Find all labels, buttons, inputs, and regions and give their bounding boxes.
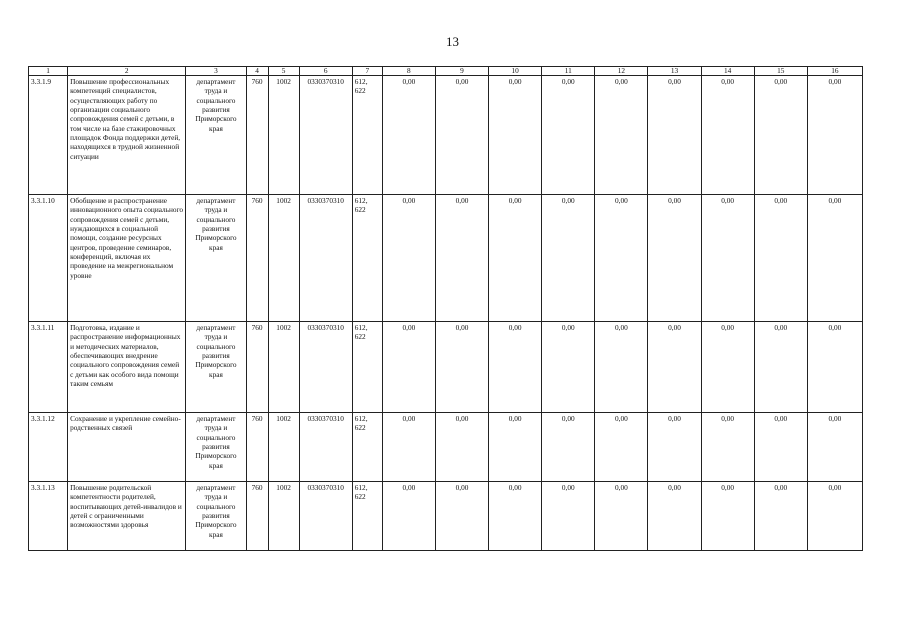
row-value-12: 0,00 [595, 322, 648, 413]
row-value-9: 0,00 [435, 195, 488, 322]
row-name: Подготовка, издание и распространение информационных и методических материалов, обеспечивающих внедрение социального сопровождения семей с детьми как особого вида помощи таким семьям [68, 322, 186, 413]
row-value-8: 0,00 [382, 413, 435, 482]
row-col-7: 612, 622 [352, 482, 382, 551]
row-value-11: 0,00 [542, 413, 595, 482]
row-value-16: 0,00 [807, 195, 862, 322]
column-header-15: 15 [754, 67, 807, 76]
row-value-9: 0,00 [435, 413, 488, 482]
row-executor: департамент труда и социального развития Приморского края [186, 482, 246, 551]
row-name: Обобщение и распространение инновационного опыта социального сопровождения семей с детьми, нуждающихся в социальной помощи, создание ресурсных центров, проведение семинаров, конференций, включая их проведение на межрегиональном уровне [68, 195, 186, 322]
row-value-13: 0,00 [648, 195, 701, 322]
column-header-9: 9 [435, 67, 488, 76]
row-value-11: 0,00 [542, 76, 595, 195]
row-value-10: 0,00 [489, 482, 542, 551]
row-col-5: 1002 [268, 195, 299, 322]
row-value-15: 0,00 [754, 76, 807, 195]
row-code: 3.3.1.9 [29, 76, 68, 195]
column-header-8: 8 [382, 67, 435, 76]
row-value-16: 0,00 [807, 322, 862, 413]
row-value-9: 0,00 [435, 482, 488, 551]
row-col-5: 1002 [268, 322, 299, 413]
table-row [29, 413, 863, 482]
row-value-9: 0,00 [435, 322, 488, 413]
table-row [29, 322, 863, 413]
row-col-7: 612, 622 [352, 195, 382, 322]
row-col-4: 760 [246, 76, 268, 195]
table-row [29, 195, 863, 322]
row-executor: департамент труда и социального развития Приморского края [186, 322, 246, 413]
table-body [29, 76, 863, 551]
row-value-10: 0,00 [489, 76, 542, 195]
column-header-14: 14 [701, 67, 754, 76]
row-name: Повышение профессиональных компетенций специалистов, осуществляющих работу по организации социального сопровождения семей с детьми, в том числе на базе стажировочных площадок Фонда поддержки детей, находящихся в трудной жизненной ситуации [68, 76, 186, 195]
row-value-8: 0,00 [382, 482, 435, 551]
column-header-5: 5 [268, 67, 299, 76]
row-col-7: 612, 622 [352, 413, 382, 482]
row-value-14: 0,00 [701, 322, 754, 413]
row-code: 3.3.1.13 [29, 482, 68, 551]
row-col-4: 760 [246, 482, 268, 551]
row-value-8: 0,00 [382, 195, 435, 322]
row-value-8: 0,00 [382, 76, 435, 195]
row-name: Сохранение и укрепление семейно-родственных связей [68, 413, 186, 482]
row-name: Повышение родительской компетентности родителей, воспитывающих детей-инвалидов и детей с ограниченными возможностями здоровья [68, 482, 186, 551]
column-header-4: 4 [246, 67, 268, 76]
column-header-11: 11 [542, 67, 595, 76]
row-value-14: 0,00 [701, 413, 754, 482]
row-value-16: 0,00 [807, 413, 862, 482]
row-value-16: 0,00 [807, 482, 862, 551]
row-value-10: 0,00 [489, 195, 542, 322]
row-value-11: 0,00 [542, 195, 595, 322]
row-col-6: 0330370310 [299, 482, 352, 551]
row-value-14: 0,00 [701, 195, 754, 322]
row-value-15: 0,00 [754, 413, 807, 482]
column-header-13: 13 [648, 67, 701, 76]
column-header-10: 10 [489, 67, 542, 76]
table-row [29, 76, 863, 195]
row-code: 3.3.1.11 [29, 322, 68, 413]
row-col-7: 612, 622 [352, 76, 382, 195]
row-value-14: 0,00 [701, 76, 754, 195]
row-value-12: 0,00 [595, 413, 648, 482]
row-value-9: 0,00 [435, 76, 488, 195]
budget-table [28, 66, 863, 551]
column-header-1: 1 [29, 67, 68, 76]
row-col-4: 760 [246, 413, 268, 482]
row-value-12: 0,00 [595, 195, 648, 322]
column-header-12: 12 [595, 67, 648, 76]
row-col-5: 1002 [268, 413, 299, 482]
column-header-7: 7 [352, 67, 382, 76]
row-col-6: 0330370310 [299, 413, 352, 482]
row-value-13: 0,00 [648, 322, 701, 413]
row-col-7: 612, 622 [352, 322, 382, 413]
row-code: 3.3.1.10 [29, 195, 68, 322]
row-col-5: 1002 [268, 482, 299, 551]
row-executor: департамент труда и социального развития Приморского края [186, 413, 246, 482]
column-header-2: 2 [68, 67, 186, 76]
row-value-15: 0,00 [754, 195, 807, 322]
column-header-3: 3 [186, 67, 246, 76]
row-value-12: 0,00 [595, 76, 648, 195]
row-value-16: 0,00 [807, 76, 862, 195]
column-header-6: 6 [299, 67, 352, 76]
row-value-15: 0,00 [754, 322, 807, 413]
row-value-13: 0,00 [648, 413, 701, 482]
row-executor: департамент труда и социального развития Приморского края [186, 195, 246, 322]
column-header-16: 16 [807, 67, 862, 76]
page-number: 13 [446, 34, 459, 49]
table-header [29, 67, 863, 76]
row-code: 3.3.1.12 [29, 413, 68, 482]
row-col-6: 0330370310 [299, 76, 352, 195]
row-col-6: 0330370310 [299, 322, 352, 413]
row-value-11: 0,00 [542, 322, 595, 413]
row-executor: департамент труда и социального развития Приморского края [186, 76, 246, 195]
row-col-4: 760 [246, 322, 268, 413]
row-value-10: 0,00 [489, 413, 542, 482]
row-value-10: 0,00 [489, 322, 542, 413]
table-row [29, 482, 863, 551]
header-row [29, 67, 863, 76]
row-value-15: 0,00 [754, 482, 807, 551]
row-col-4: 760 [246, 195, 268, 322]
row-value-14: 0,00 [701, 482, 754, 551]
row-value-13: 0,00 [648, 482, 701, 551]
row-value-11: 0,00 [542, 482, 595, 551]
row-value-12: 0,00 [595, 482, 648, 551]
row-value-13: 0,00 [648, 76, 701, 195]
row-col-5: 1002 [268, 76, 299, 195]
row-col-6: 0330370310 [299, 195, 352, 322]
row-value-8: 0,00 [382, 322, 435, 413]
